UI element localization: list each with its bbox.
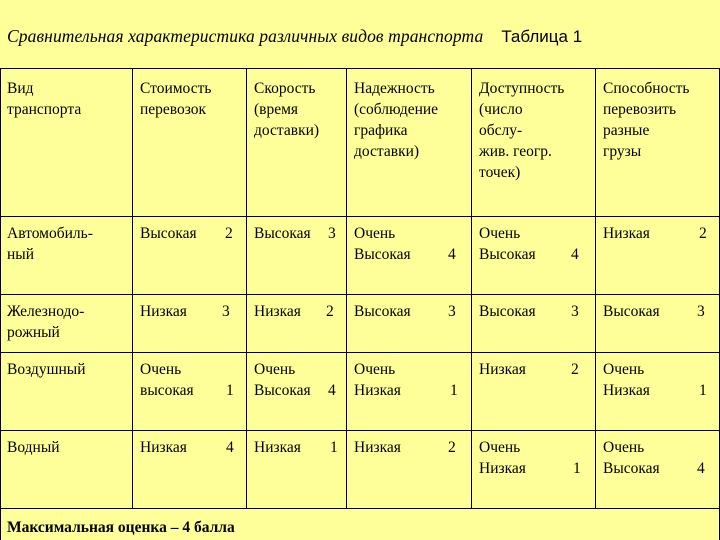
row-divider <box>0 508 720 509</box>
score-value: 1 <box>226 382 234 399</box>
score-value: 3 <box>448 303 456 320</box>
score-value: 4 <box>226 439 234 456</box>
score-value: 2 <box>699 225 707 242</box>
score-value: 1 <box>699 382 707 399</box>
row-divider <box>0 216 720 217</box>
score-value: 2 <box>225 225 233 242</box>
title-row <box>7 26 582 56</box>
score-value: 2 <box>571 361 579 378</box>
score-value: 4 <box>328 382 336 399</box>
max-score-footnote: Максимальная оценка – 4 балла <box>7 519 235 536</box>
score-value: 3 <box>571 303 579 320</box>
table-border-top <box>0 68 720 69</box>
table-border-left <box>0 68 1 540</box>
score-value: 3 <box>697 303 705 320</box>
column-divider <box>132 68 133 508</box>
comparison-table: Вид транспорта Стоимость перевозок Скорость (время доставки) Надежность (соблюдение графика доставки) Доступность (число обслу- жив. геогр. точек) Способность перевозить разные грузы Автомобиль- ный Высокая 2 Высокая 3 Очень Высокая 4 Очень Высокая 4 Низкая 2 Железнодо- рожный Низкая 3 Низкая 2 Высокая 3 Высокая 3 Высокая 3 Воздушный Очень высокая 1 Очень Высокая 4 Очень Низкая 1 Низкая 2 Очень Низкая 1 Водный Низкая 4 Низкая 1 Низкая 2 Очень Низкая 1 Очень Высокая 4 <box>0 68 720 540</box>
score-value: 2 <box>448 439 456 456</box>
score-value: 4 <box>697 460 705 477</box>
row-divider <box>0 294 720 295</box>
score-value: 1 <box>330 439 338 456</box>
column-divider <box>595 68 596 508</box>
table-title: Сравнительная характеристика различных видов транспорта <box>7 26 484 46</box>
score-value: 2 <box>326 303 334 320</box>
row-divider <box>0 430 720 431</box>
column-divider <box>346 68 347 508</box>
score-value: 4 <box>571 246 579 263</box>
score-value: 1 <box>573 460 581 477</box>
row-divider <box>0 352 720 353</box>
column-divider <box>246 68 247 508</box>
score-value: 1 <box>450 382 458 399</box>
table-number-label: Таблица 1 <box>501 27 583 46</box>
score-value: 4 <box>448 246 456 263</box>
column-divider <box>471 68 472 508</box>
score-value: 3 <box>328 225 336 242</box>
score-value: 3 <box>222 303 230 320</box>
